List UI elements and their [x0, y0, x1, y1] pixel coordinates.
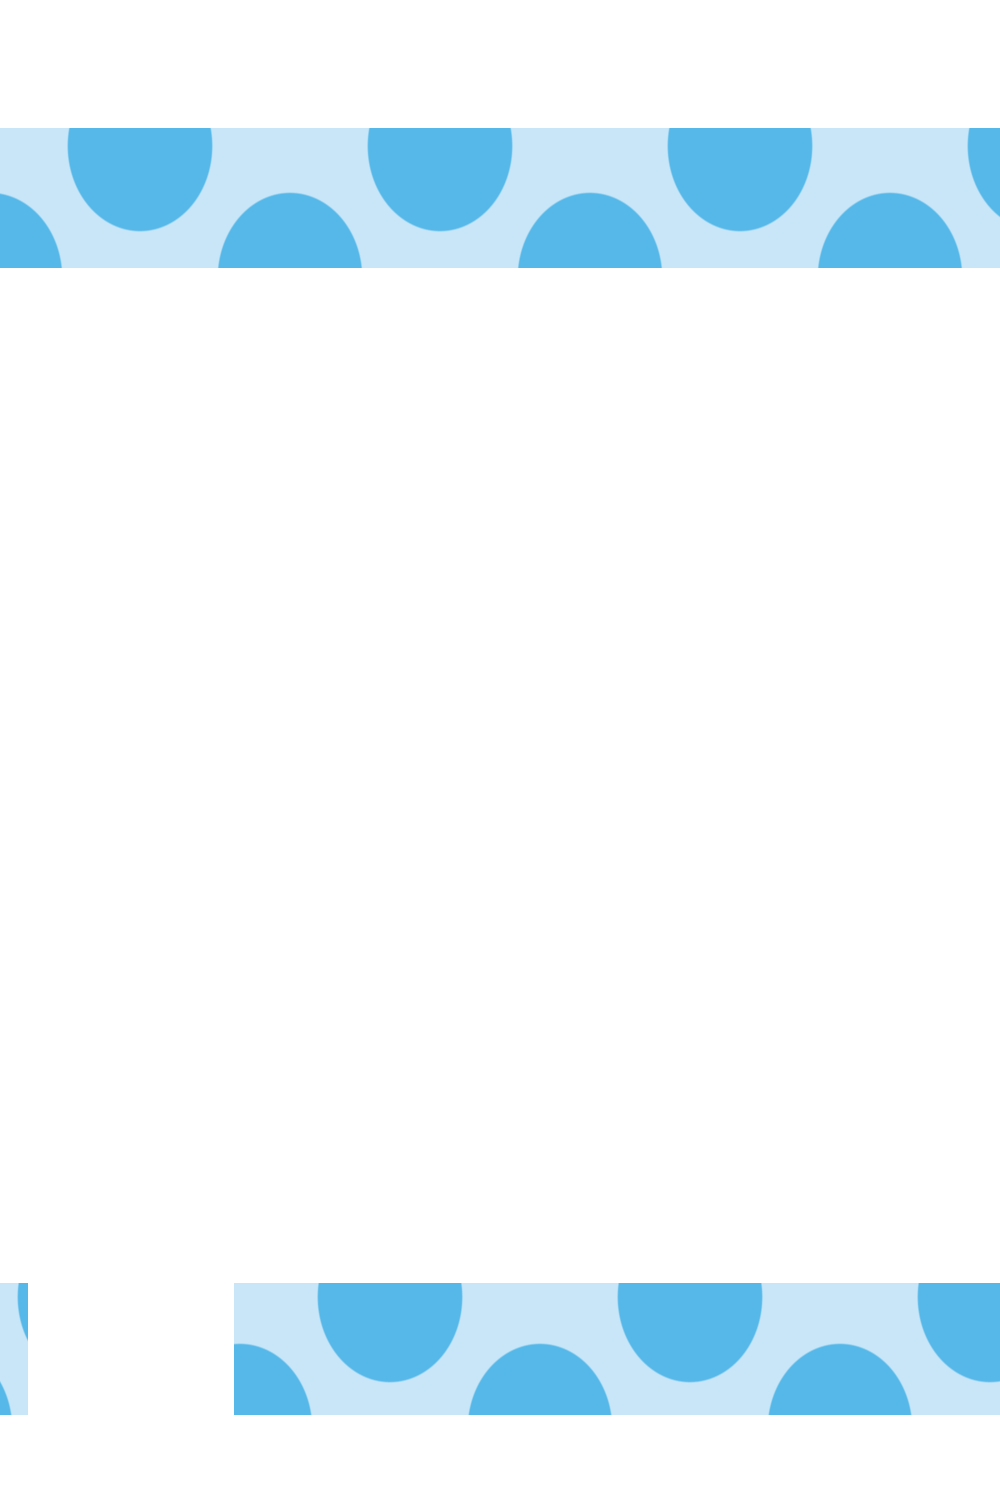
- top-dot-banner: [0, 128, 1000, 268]
- upc-barcode: [28, 1264, 234, 1424]
- barcode-svg: [28, 1264, 234, 1424]
